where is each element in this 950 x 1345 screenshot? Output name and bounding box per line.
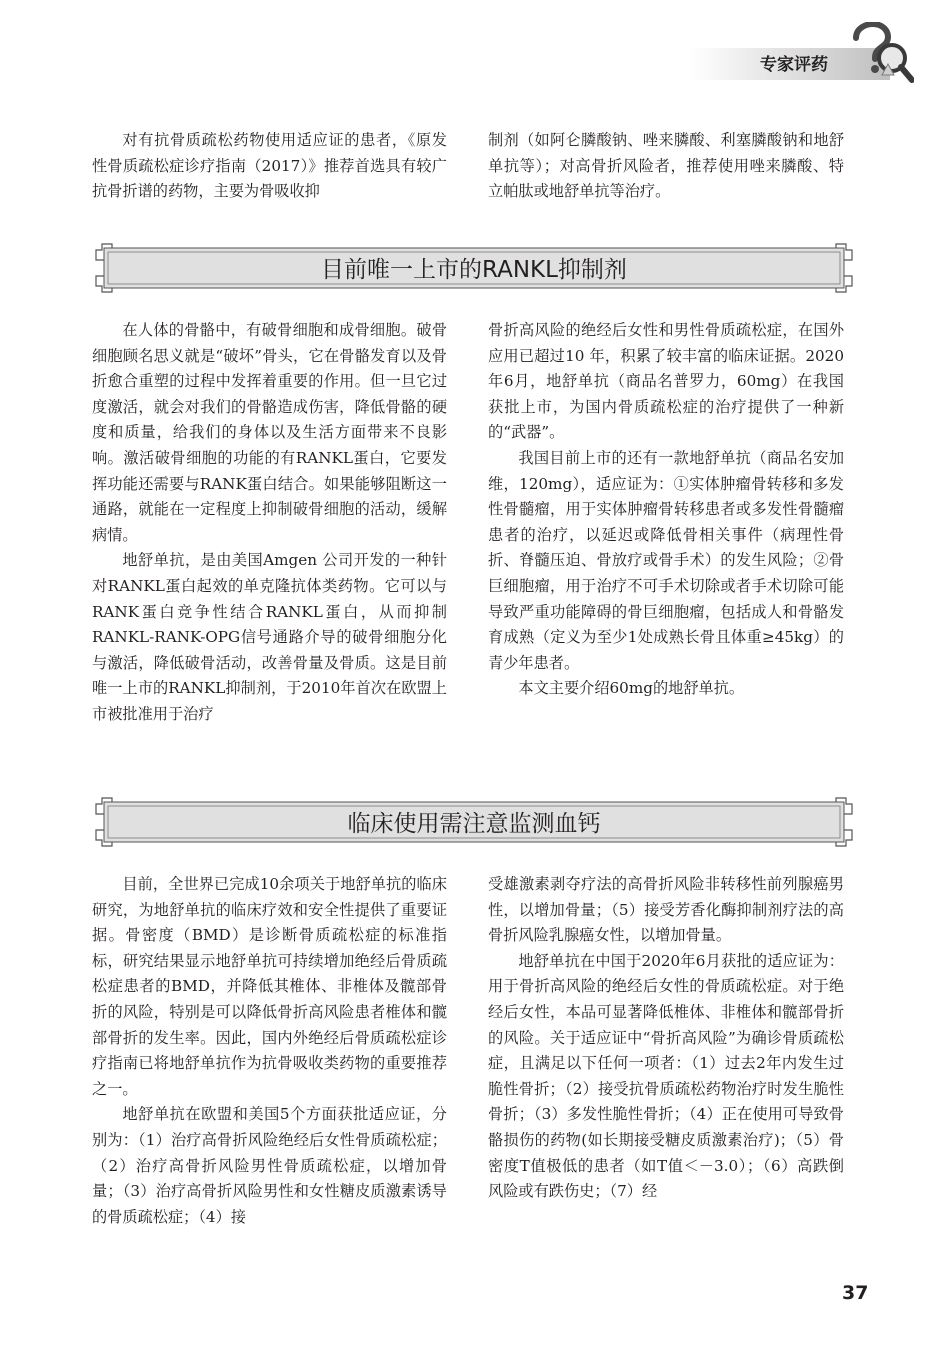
intro-left-column	[92, 128, 447, 205]
section2-left-column	[92, 872, 447, 1230]
paragraph: 制剂（如阿仑膦酸钠、唑来膦酸、利塞膦酸钠和地舒单抗等）；对高骨折风险者，推荐使用唑来膦酸、特立帕肽或地舒单抗等治疗。	[488, 131, 844, 201]
paragraph: 在人体的骨骼中，有破骨细胞和成骨细胞。破骨细胞顾名思义就是“破坏”骨头，它在骨骼发育以及骨折愈合重塑的过程中发挥着重要的作用。但一旦它过度激活，就会对我们的骨骼造成伤害，降低骨骼的硬度和质量，给我们的身体以及生活方面带来不良影响。激活破骨细胞的功能的有RANKL蛋白，它要发挥功能还需要与RANK蛋白结合。如果能够阻断这一通路，就能在一定程度上抑制破骨细胞的活动，缓解病情。	[92, 321, 447, 544]
paragraph: 地舒单抗在中国于2020年6月获批的适应证为：用于骨折高风险的绝经后女性的骨质疏松症。对于绝经后女性，本品可显著降低椎体、非椎体和髋部骨折的风险。关于适应证中“骨折高风险”为确诊骨质疏松症，且满足以下任何一项者：（1）过去2年内发生过脆性骨折；（2）接受抗骨质疏松药物治疗时发生脆性骨折；（3）多发性脆性骨折；（4）正在使用可导致骨骼损伤的药物(如长期接受糖皮质激素治疗)；（5）骨密度T值极低的患者（如T值＜－3.0）；（6）高跌倒风险或有跌伤史；（7）经	[488, 951, 844, 1201]
paragraph: 地舒单抗，是由美国Amgen 公司开发的一种针对RANKL蛋白起效的单克隆抗体类药物。它可以与RANK蛋白竞争性结合RANKL蛋白，从而抑制RANKL-RANK-OPG信号通路介导的破骨细胞分化与激活，降低破骨活动，改善骨量及骨质。这是目前唯一上市的RANKL抑制剂，于2010年首次在欧盟上市被批准用于治疗	[92, 551, 447, 723]
paragraph: 地舒单抗在欧盟和美国5个方面获批适应证，分别为：（1）治疗高骨折风险绝经后女性骨质疏松症；（2）治疗高骨折风险男性骨质疏松症，以增加骨量；（3）治疗高骨折风险男性和女性糖皮质激素诱导的骨质疏松症；（4）接	[92, 1105, 447, 1226]
section-banner	[92, 794, 856, 850]
question-magnifier-icon	[842, 22, 914, 84]
section1-right-column	[488, 318, 844, 702]
section2-right-column	[488, 872, 844, 1205]
paragraph: 本文主要介绍60mg的地舒单抗。	[518, 679, 745, 698]
section-title: 目前唯一上市的RANKL抑制剂	[321, 257, 627, 283]
paragraph: 受雄激素剥夺疗法的高骨折风险非转移性前列腺癌男性，以增加骨量；（5）接受芳香化酶抑制剂疗法的高骨折风险乳腺癌女性，以增加骨量。	[488, 875, 844, 945]
section1-left-column	[92, 318, 447, 728]
paragraph: 我国目前上市的还有一款地舒单抗（商品名安加维，120mg），适应证为：①实体肿瘤骨转移和多发性骨髓瘤，用于实体肿瘤骨转移患者或多发性骨髓瘤患者的治疗，以延迟或降低骨相关事件（病理性骨折、脊髓压迫、骨放疗或骨手术）的发生风险；②骨巨细胞瘤，用于治疗不可手术切除或者手术切除可能导致严重功能障碍的骨巨细胞瘤，包括成人和骨骼发育成熟（定义为至少1处成熟长骨且体重≥45kg）的青少年患者。	[488, 448, 844, 672]
page-number: 37	[842, 1282, 869, 1304]
section-title: 临床使用需注意监测血钙	[347, 811, 601, 837]
paragraph: 对有抗骨质疏松药物使用适应证的患者，《原发性骨质疏松症诊疗指南（2017）》推荐首选具有较广抗骨折谱的药物，主要为骨吸收抑	[92, 131, 447, 201]
section-label: 专家评药	[760, 55, 828, 75]
intro-right-column	[488, 128, 844, 205]
paragraph: 骨折高风险的绝经后女性和男性骨质疏松症，在国外应用已超过10 年，积累了较丰富的临床证据。2020年6月，地舒单抗（商品名普罗力，60mg）在我国获批上市，为国内骨质疏松症的治疗提供了一种新的“武器”。	[488, 321, 844, 442]
section-banner	[92, 240, 856, 296]
paragraph: 目前，全世界已完成10余项关于地舒单抗的临床研究，为地舒单抗的临床疗效和安全性提供了重要证据。骨密度（BMD）是诊断骨质疏松症的标准指标，研究结果显示地舒单抗可持续增加绝经后骨质疏松症患者的BMD，并降低其椎体、非椎体及髋部骨折的风险，特别是可以降低骨折高风险患者椎体和髋部骨折的发生率。因此，国内外绝经后骨质疏松症诊疗指南已将地舒单抗作为抗骨吸收类药物的重要推荐之一。	[92, 875, 447, 1098]
